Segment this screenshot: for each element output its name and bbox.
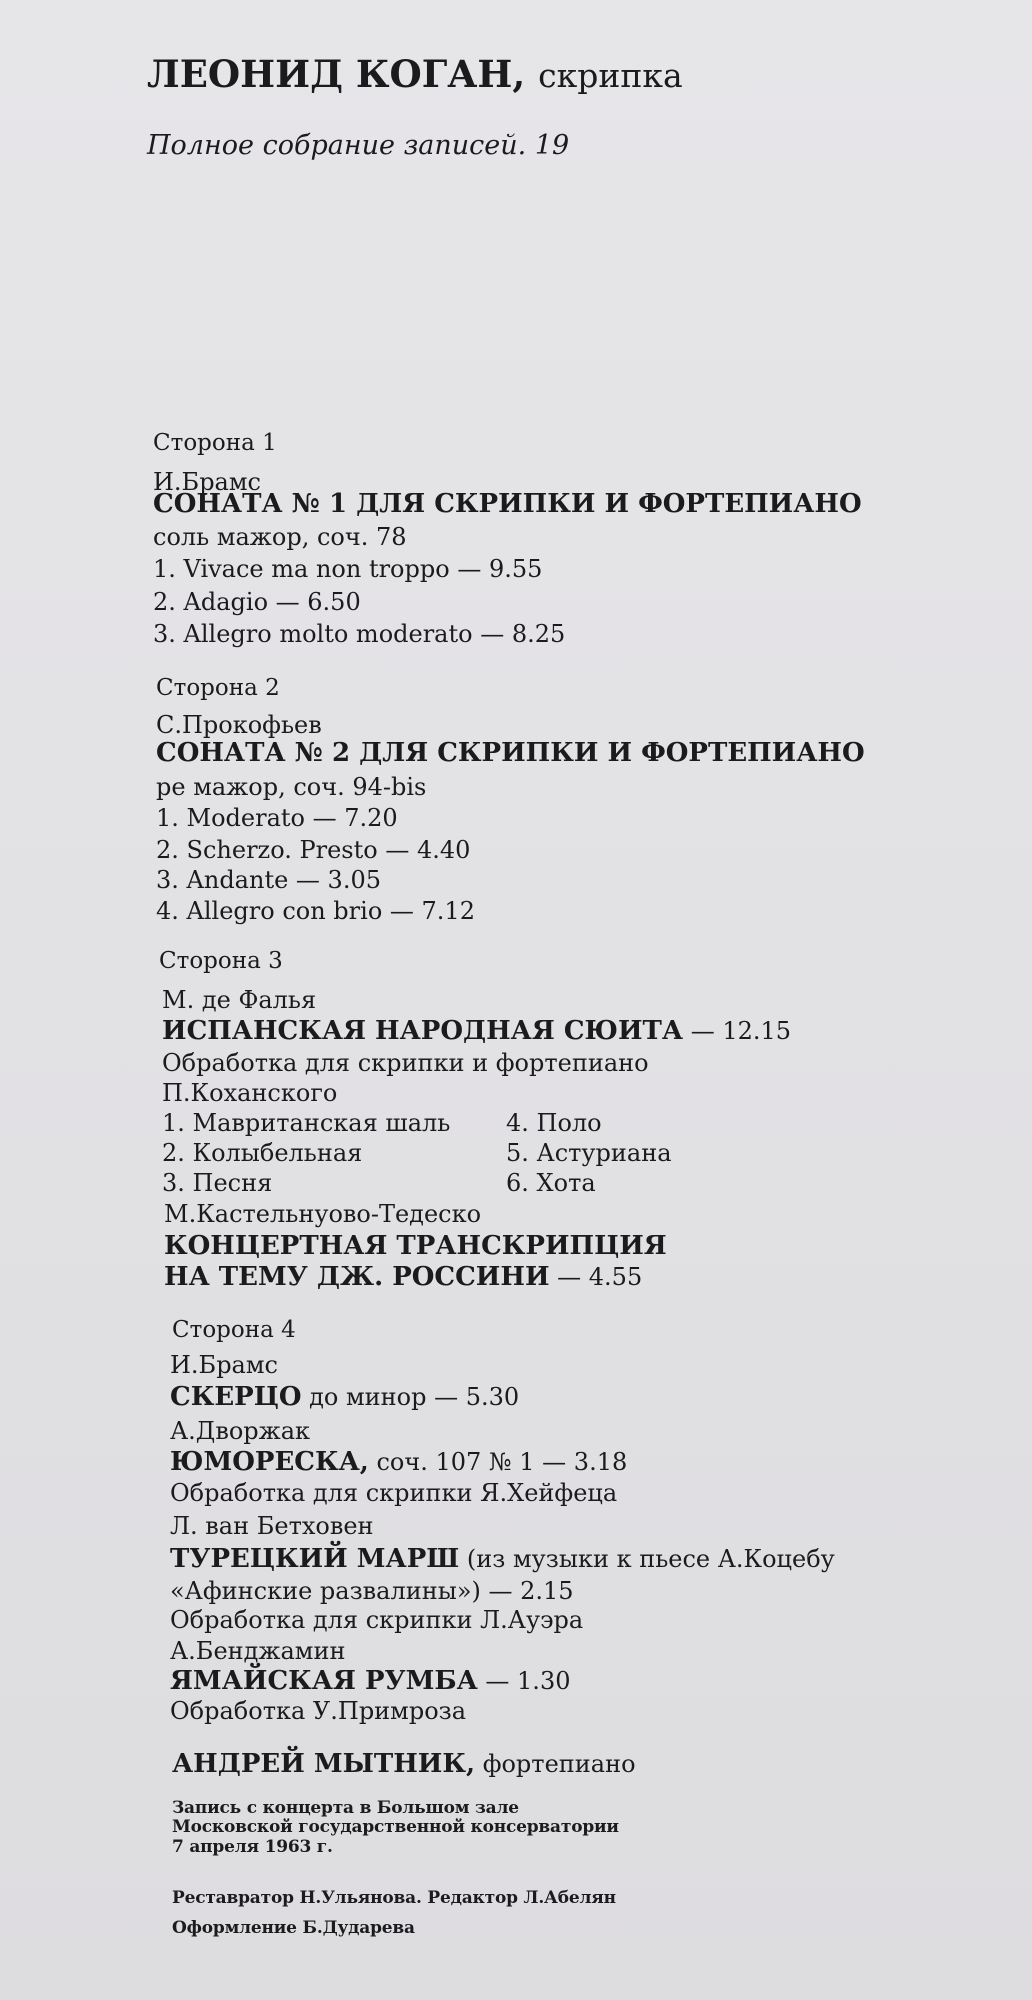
movement: 1. Мавританская шаль <box>162 1109 451 1137</box>
composer: М. де Фалья <box>162 986 317 1014</box>
track: 2. Scherzo. Presto — 4.40 <box>156 836 471 864</box>
composer: И.Брамс <box>153 468 261 496</box>
work-title: СКЕРЦО <box>170 1382 302 1412</box>
work-title-line <box>170 1668 570 1694</box>
composer: Л. ван Бетховен <box>170 1512 374 1540</box>
work-title: КОНЦЕРТНАЯ ТРАНСКРИПЦИЯ <box>164 1231 667 1261</box>
artist-name: ЛЕОНИД КОГАН, <box>147 52 526 96</box>
subtitle: Полное собрание записей. 19 <box>147 130 570 161</box>
side-4-label: Сторона 4 <box>172 1317 296 1343</box>
track: 2. Adagio — 6.50 <box>153 588 361 616</box>
work-title: СОНАТА № 2 ДЛЯ СКРИПКИ И ФОРТЕПИАНО <box>156 738 865 768</box>
work-details: соч. 107 № 1 — 3.18 <box>368 1448 628 1476</box>
work-title: ЮМОРЕСКА, <box>170 1447 369 1477</box>
composer: М.Кастельнуово-Тедеско <box>164 1200 482 1228</box>
arrangement: П.Коханского <box>162 1079 338 1107</box>
composer: А.Дворжак <box>170 1417 311 1445</box>
composer: А.Бенджамин <box>170 1637 346 1665</box>
artist-title <box>147 52 683 96</box>
work-title-line <box>164 1264 642 1290</box>
work-title: ТУРЕЦКИЙ МАРШ <box>170 1544 460 1574</box>
composer: И.Брамс <box>170 1351 278 1379</box>
track: 4. Allegro con brio — 7.12 <box>156 897 475 925</box>
recording-note: Запись с концерта в Большом зале <box>172 1798 519 1818</box>
duration: — 4.55 <box>549 1263 643 1291</box>
movement: 4. Поло <box>506 1109 602 1137</box>
work-title-line <box>170 1546 835 1572</box>
work-title-line <box>162 1018 791 1044</box>
work-title: ИСПАНСКАЯ НАРОДНАЯ СЮИТА <box>162 1016 684 1046</box>
arrangement: Обработка для скрипки и фортепиано <box>162 1049 649 1077</box>
artist-instrument: скрипка <box>538 56 683 95</box>
composer: С.Прокофьев <box>156 711 322 739</box>
pianist-credit <box>172 1751 636 1777</box>
pianist-instrument: фортепиано <box>475 1750 636 1778</box>
track: 3. Allegro molto moderato — 8.25 <box>153 620 566 648</box>
track: 3. Andante — 3.05 <box>156 866 381 894</box>
work-details: (из музыки к пьесе А.Коцебу <box>459 1545 835 1573</box>
work-title: НА ТЕМУ ДЖ. РОССИНИ <box>164 1262 550 1292</box>
movement: 2. Колыбельная <box>162 1139 363 1167</box>
arrangement: Обработка для скрипки Я.Хейфеца <box>170 1479 618 1507</box>
movement: 3. Песня <box>162 1169 273 1197</box>
side-2-label: Сторона 2 <box>156 675 280 701</box>
side-3-label: Сторона 3 <box>159 948 283 974</box>
pianist-name: АНДРЕЙ МЫТНИК, <box>172 1749 476 1779</box>
arrangement: Обработка для скрипки Л.Ауэра <box>170 1606 584 1634</box>
work-details: «Афинские развалины») — 2.15 <box>170 1577 574 1605</box>
recording-date: 7 апреля 1963 г. <box>172 1837 333 1857</box>
arrangement: Обработка У.Примроза <box>170 1697 467 1725</box>
movement: 5. Астуриана <box>506 1139 672 1167</box>
credits-line: Оформление Б.Дударева <box>172 1918 415 1938</box>
work-key: соль мажор, соч. 78 <box>153 523 407 551</box>
work-title-line <box>170 1449 627 1475</box>
recording-note: Московской государственной консерватории <box>172 1817 619 1837</box>
work-details: до минор — 5.30 <box>301 1383 520 1411</box>
track: 1. Vivace ma non troppo — 9.55 <box>153 555 543 583</box>
work-key: ре мажор, соч. 94-bis <box>156 773 427 801</box>
work-title: ЯМАЙСКАЯ РУМБА <box>170 1666 478 1696</box>
track: 1. Moderato — 7.20 <box>156 804 398 832</box>
side-1-label: Сторона 1 <box>153 430 277 456</box>
credits-line: Реставратор Н.Ульянова. Редактор Л.Абелян <box>172 1888 616 1908</box>
work-title: СОНАТА № 1 ДЛЯ СКРИПКИ И ФОРТЕПИАНО <box>153 489 862 519</box>
duration: — 12.15 <box>683 1017 792 1045</box>
work-title-line <box>170 1384 519 1410</box>
movement: 6. Хота <box>506 1169 596 1197</box>
duration: — 1.30 <box>477 1667 571 1695</box>
